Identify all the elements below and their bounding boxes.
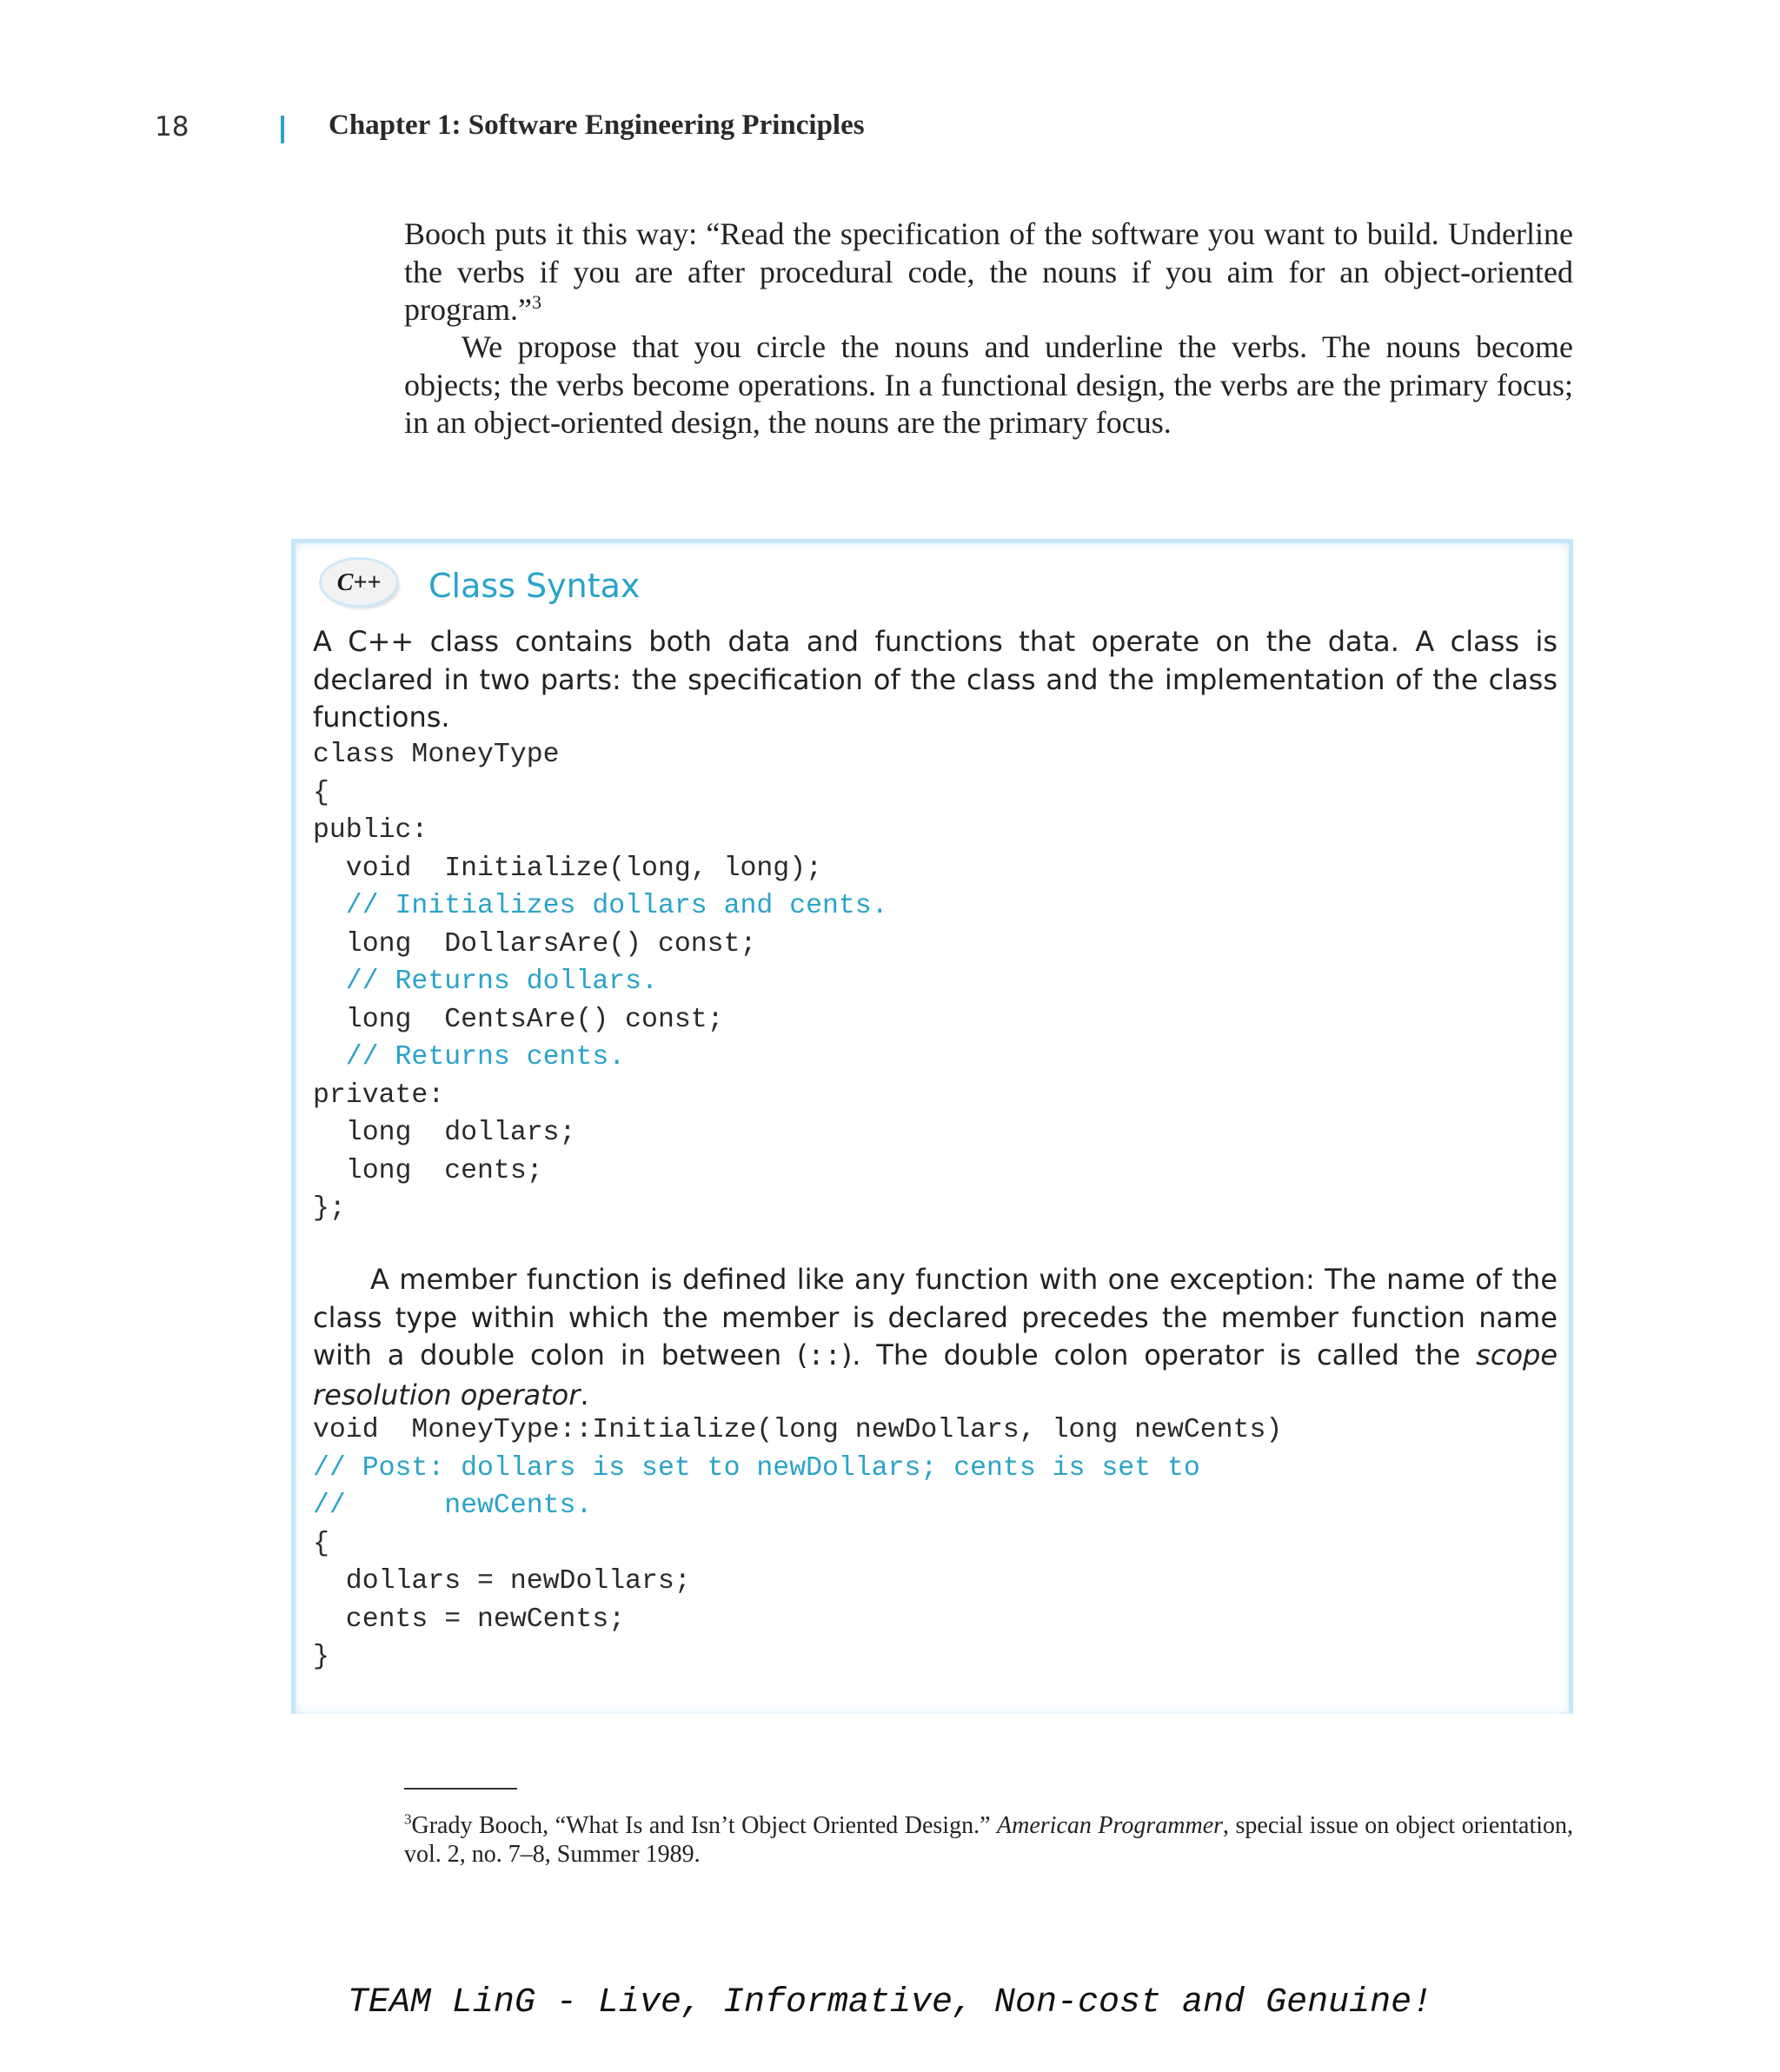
cpp-logo-glyph <box>327 564 391 601</box>
code-line: long cents; <box>313 1155 543 1186</box>
footnote-number: 3 <box>404 1810 412 1828</box>
paragraph-text: Booch puts it this way: “Read the specification of the software you want to build. Underline the verbs if you are after procedural code, the nouns if you aim for an object-oriented program.” <box>404 216 1573 327</box>
member-function-paragraph <box>313 1261 1558 1414</box>
term-emphasis: scope resolution operator <box>313 1338 1558 1411</box>
code-line: long dollars; <box>313 1118 576 1148</box>
watermark: TEAM LinG - Live, Informative, Non-cost and Genuine! <box>347 1983 1433 2022</box>
journal-title: American Programmer <box>997 1812 1224 1839</box>
code-comment-line: // Post: dollars is set to newDollars; cents is set to <box>313 1452 1200 1484</box>
chapter-title: Chapter 1: Software Engineering Principles <box>329 110 865 141</box>
code-comment-line: // Initializes dollars and cents. <box>313 891 888 921</box>
page-number: 18 <box>155 111 189 143</box>
member-definition-code <box>313 1411 1282 1677</box>
code-line: } <box>313 1642 329 1672</box>
class-declaration-code <box>313 736 888 1228</box>
paragraph-text: . <box>580 1378 589 1411</box>
footnote-reference: 3 <box>531 291 541 313</box>
code-line: class MoneyType <box>313 740 560 770</box>
code-line: long CentsAre() const; <box>313 1004 724 1035</box>
paragraph-text: A member function is defined like any function with one exception: The name of the class type within which the member is declared precedes the member function name with a double colon in between ( <box>313 1263 1558 1371</box>
box-title: Class Syntax <box>428 567 641 605</box>
code-line: { <box>313 777 329 808</box>
code-line: public: <box>313 815 428 846</box>
scope-operator-code: :: <box>807 1341 841 1373</box>
code-line: private: <box>313 1079 445 1111</box>
cpp-logo-text: C++ <box>336 569 382 596</box>
cpp-sidebar-box <box>291 539 1573 1714</box>
footnote <box>404 1811 1573 1869</box>
header-divider <box>281 116 284 143</box>
body-paragraph: We propose that you circle the nouns and underline the verbs. The nouns become objects; the verbs become operations. In a functional design, the verbs are the primary focus; in an object-oriented design, the nouns are the primary focus. <box>404 329 1573 440</box>
box-intro-paragraph: A C++ class contains both data and functions that operate on the data. A class is declared in two parts: the specification of the class and the implementation of the class functions. <box>313 625 1558 734</box>
code-line: dollars = newDollars; <box>313 1566 691 1597</box>
footnote-text: Grady Booch, “What Is and Isn’t Object Oriented Design.” <box>411 1812 998 1839</box>
paragraph-text: ). The double colon operator is called the <box>840 1338 1477 1371</box>
code-comment-line: // Returns dollars. <box>313 966 658 997</box>
code-line: void MoneyType::Initialize(long newDollars, long newCents) <box>313 1415 1283 1445</box>
code-line: }; <box>313 1193 346 1224</box>
code-line: long DollarsAre() const; <box>313 928 757 960</box>
code-line: void Initialize(long, long); <box>313 853 822 884</box>
code-comment-line: // Returns cents. <box>313 1042 626 1073</box>
code-comment-line: // newCents. <box>313 1491 593 1521</box>
footnote-rule <box>404 1788 517 1790</box>
cpp-logo-icon <box>322 560 396 605</box>
code-line: { <box>313 1528 329 1559</box>
body-paragraph <box>404 216 1573 329</box>
footnote-text: , special issue on object orientation, vol. 2, no. 7–8, Summer 1989. <box>404 1812 1574 1868</box>
code-line: cents = newCents; <box>313 1604 626 1635</box>
